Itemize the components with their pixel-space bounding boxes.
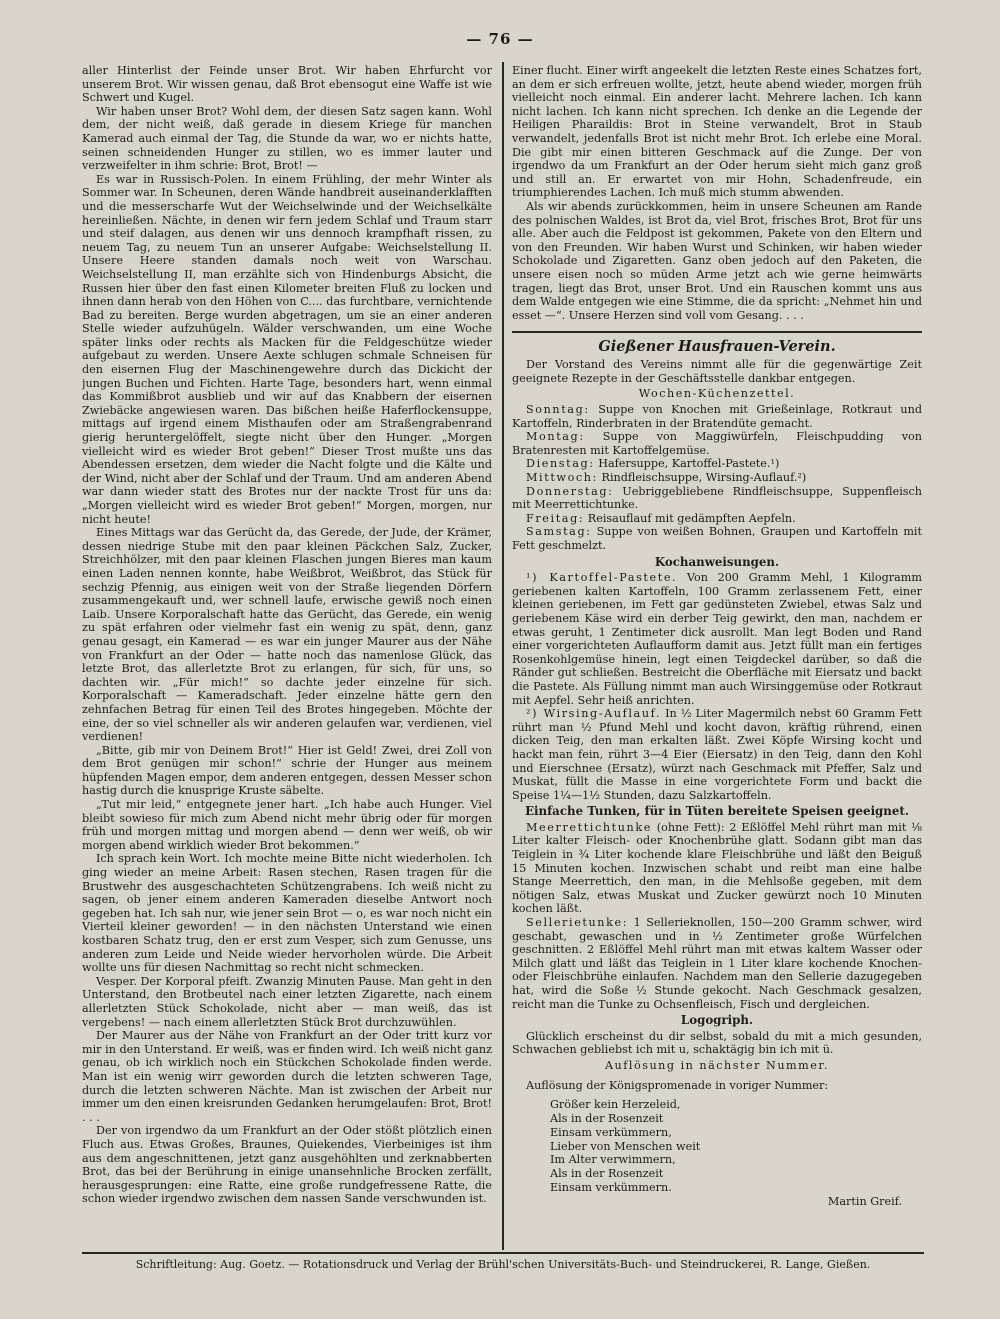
story-paragraph: Es war in Russisch-Polen. In einem Frühling, der mehr Winter als Sommer war. In Scheunen, deren Wände handbreit auseinanderklafften und die messerscharfe Wut der Weichselwinde und der Weichselkälte hereinließen. Nächte, in denen wir fern jedem Schlaf und Traum starr und steif dalagen, aus denen wir uns dennoch krampfhaft rissen, zu neuem Tag, zu neuem Tun an unserer Aufgabe: Weichselstellung II. Unsere Heere standen damals noch weit von Warschau. Weichselstellung II, man erzählte sich von Hindenburgs Absicht, die Russen hier über den fast einen Kilometer breiten Fluß zu locken und ihnen dann herab von den Höhen von C.... das furchtbare, vernichtende Bad zu bereiten. Berge wurden abgetragen, um sie an einer anderen Stelle wieder aufzuhügeln. Wälder verschwanden, um eine Woche später links oder rechts als Macken für die Feldgeschütze wieder aufgebaut zu werden. Unsere Aexte schlugen schmale Schneisen für den eisernen Flug der Maschinengewehre durch das Dickicht der jungen Buchen und Fichten. Harte Tage, besonders hart, wenn einmal das Kommißbrot ausblieb und wir auf das Knabbern der eisernen Zwiebäcke angewiesen waren. Das bißchen heiße Haferflockensuppe, mittags auf irgend einem Misthaufen oder am Straßengrabenrand gierig heruntergelöffelt, siegte nicht über den Hunger. „Morgen vielleicht wird es wieder Brot geben!“ Dieser Trost mußte uns das Abendessen ersetzen, dem wieder die Nacht folgte und die Kälte und der Wind, nicht aber der Schlaf und der Traum. Und am anderen Abend war dann wieder statt des Brotes nur der nackte Trost für uns da: „Morgen vielleicht wird es wieder Brot geben!“ Morgen, morgen, nur nicht heute!	[82, 172, 492, 526]
recipe-name: ¹) Kartoffel-Pastete.	[526, 571, 678, 585]
cooking-heading: Kochanweisungen.	[654, 554, 780, 569]
recipe	[512, 571, 922, 707]
poem-line: Einsam verkümmern,	[550, 1125, 672, 1139]
story-paragraph: Eines Mittags war das Gerücht da, das Gerede, der Jude, der Krämer, dessen niedrige Stube mit den paar kleinen Päckchen Salz, Zucker, Streichhölzer, mit den paar kleinen Flaschen jungen Bieres man kaum einen Laden nennen konnte, habe Weißbrot, Weißbrot, das Stück für sechzig Pfennig, aus einigen weit von der Straße liegenden Dörfern zusammengekauft und, wer schnell laufe, erwische gewiß noch einen Laib. Unsere Korporalschaft hatte das Gerücht, das Gerede, ein wenig zu spät erfahren oder vielmehr fast ein wenig zu spät, denn, ganz genau gesagt, ein Kamerad — es war ein junger Maurer aus der Nähe von Frankfurt an der Oder — hatte noch das namenlose Glück, das letzte Brot, das allerletzte Brot zu erlangen, für sich, für uns, so dachten wir. „Für mich!“ so dachte jeder einzelne für sich. Korporalschaft — Kameradschaft. Jeder einzelne hätte gern den zehnfachen Betrag für einen Teil des Brotes hingegeben. Möchte der eine, der so viel schneller als wir anderen gelaufen war, verdienen, viel verdienen!	[82, 526, 492, 744]
menu-day	[512, 403, 922, 430]
page-number: — 76 —	[466, 30, 534, 48]
poem-line: Als in der Rosenzeit	[550, 1167, 664, 1181]
day-name: Samstag:	[526, 525, 592, 539]
menu-day	[512, 471, 922, 485]
recipe	[512, 707, 922, 802]
section-intro: Der Vorstand des Vereins nimmt alle für die gegenwärtige Zeit geeignete Rezepte in der Geschäftsstelle dankbar entgegen.	[512, 358, 922, 385]
story-paragraph: Als wir abends zurückkommen, heim in unsere Scheunen am Rande des polnischen Waldes, ist Brot da, viel Brot, frisches Brot, Brot für uns alle. Aber auch die Feldpost ist gekommen, Pakete von den Eltern und von den Freunden. Wir haben Wurst und Schinken, wir haben wieder Schokolade und Zigaretten. Ganz oben jedoch auf den Paketen, die unsere eisen noch so müden Arme jetzt ach wie gerne heimwärts tragen, liegt das Brot, unser Brot. Und ein Rauschen kommt uns aus dem Walde entgegen wie eine Stimme, die da spricht: „Nehmet hin und esset —“. Unsere Herzen sind voll vom Gesang. . . .	[512, 199, 922, 322]
sauce-text: 1 Sellerieknollen, 150—200 Gramm schwer, wird geschabt, gewaschen und in ½ Zentimeter große Würfelchen geschnitten. 2 Eßlöffel Mehl rührt man mit etwas kaltem Wasser oder Milch glatt und läßt das Teiglein in 1 Liter klare kochende Knochen- oder Fleischbrühe einlaufen. Nachdem man den Sellerie dazugegeben hat, wird die Soße ½ Stunde gekocht. Nach Geschmack gesalzen, reicht man die Tunke zu Ochsenfleisch, Fisch und dergleichen.	[512, 916, 922, 1011]
story-paragraph: Ich sprach kein Wort. Ich mochte meine Bitte nicht wiederholen. Ich ging wieder an meine Arbeit: Rasen stechen, Rasen tragen für die Brustwehr des ausgeschachteten Schützengrabens. Ich weiß nicht zu sagen, ob jener einem anderen Kameraden dieselbe Antwort noch gegeben hat. Ich sah nur, wie jener sein Brot — o, es war noch nicht ein Vierteil kleiner geworden! — in den nächsten Unterstand wie einen kostbaren Schatz trug, den er erst zum Vesper, sich zum Genusse, uns anderen zum Leide und Neide wieder hervorholen würde. Die Arbeit wollte uns für diesen Nachmittag so recht nicht schmecken.	[82, 852, 492, 975]
day-name: Freitag:	[526, 511, 585, 525]
poem-line: Als in der Rosenzeit	[550, 1111, 664, 1125]
day-name: Mittwoch:	[526, 471, 598, 485]
day-menu: Suppe von Maggiwürfeln, Fleischpudding von Bratenresten mit Kartoffelgemüse.	[512, 430, 922, 457]
story-paragraph: Der von irgendwo da um Frankfurt an der Oder stößt plötzlich einen Fluch aus. Etwas Großes, Braunes, Quiekendes, Vierbeiniges ist ihm aus dem angeschnittenen, jetzt ganz ausgehöhlten und zerknabberten Brot, das bei der Berührung in einige unansehnliche Brocken zerfällt, herausgesprungen: eine Ratte, eine große rundgefressene Ratte, die schon wieder irgendwo zwischen dem nassen Sande verschwunden ist.	[82, 1124, 492, 1206]
logogriph-riddle: Glücklich erscheinst du dir selbst, sobald du mit a mich gesunden, Schwachen gebliebst ich mit u, schaktägig bin ich mit ü.	[512, 1029, 922, 1057]
poem-line: Lieber von Menschen weit	[550, 1139, 701, 1153]
day-name: Montag:	[526, 430, 585, 444]
story-paragraph: Der Maurer aus der Nähe von Frankfurt an der Oder tritt kurz vor mir in den Unterstand. Er weiß, was er finden wird. Ich weiß nicht ganz genau, ob ich wirklich noch ein Stückchen Schokolade finden werde. Man ist ein wenig wirr geworden durch die letzten schweren Tage, durch die letzten schweren Nächte. Man ist zwischen der Arbeit nur immer um den einen kreisrunden Gedanken herumgelaufen: Brot, Brot! . . .	[82, 1029, 492, 1124]
day-menu: Reisauflauf mit gedämpften Aepfeln.	[587, 511, 796, 525]
sauce-recipe	[512, 916, 922, 1011]
day-menu: Hafersuppe, Kartoffel-Pastete.¹)	[598, 457, 780, 471]
sauce-name: Sellerietunke:	[526, 916, 629, 930]
poem	[550, 1098, 922, 1195]
solution-heading: Auflösung der Königspromenade in voriger Nummer:	[526, 1078, 829, 1092]
day-name: Dienstag:	[526, 457, 595, 471]
menu-day	[512, 525, 922, 552]
story-paragraph: Wir haben unser Brot? Wohl dem, der diesen Satz sagen kann. Wohl dem, der nicht weiß, daß gerade in diesem Kriege für manchen Kamerad auch einmal der Tag, die Stunde da war, wo er nichts hatte, seinen schneidenden Hunger zu stillen, wo es immer lauter und verzweifelter in ihm schrie: Brot, Brot! —	[82, 104, 492, 173]
sauces-heading: Einfache Tunken, für in Tüten bereitete Speisen geeignet.	[525, 804, 909, 819]
recipe-name: ²) Wirsing-Auflauf.	[526, 707, 662, 721]
day-menu: Uebriggebliebene Rindfleischsuppe, Suppenfleisch mit Meerrettichtunke.	[512, 484, 922, 512]
recipe-text: Von 200 Gramm Mehl, 1 Kilogramm geriebenen kalten Kartoffeln, 100 Gramm zerlassenem Fett, einer kleinen geriebenen, im Fett gar gedünsteten Zwiebel, etwas Salz und geriebenem Käse wird ein derber Teig gewirkt, den man, nachdem er etwas geruht, 1 Zentimeter dick ausrollt. Man legt Boden und Rand einer vorgerichteten Auflaufform damit aus. Jetzt füllt man ein fertiges Rosenkohlgemüse hinein, legt einen Teigdeckel darüber, so daß die Ränder gut schließen. Bestreicht die Oberfläche mit Eiersatz und backt die Pastete. Als Füllung nimmt man auch Wirsinggemüse oder Rotkraut mit Aepfel. Sehr heiß anrichten.	[512, 571, 922, 707]
story-paragraph: aller Hinterlist der Feinde unser Brot. Wir haben Ehrfurcht vor unserem Brot. Wir wissen genau, daß Brot ebensogut eine Waffe ist wie Schwert und Kugel.	[82, 64, 492, 105]
column-divider	[502, 62, 504, 1250]
poem-line: Im Alter verwimmern,	[550, 1153, 676, 1167]
day-name: Sonntag:	[526, 403, 590, 417]
imprint-footer: Schriftleitung: Aug. Goetz. — Rotationsdruck und Verlag der Brühl'schen Universitäts-Buch- und Steindruckerei, R. Lange, Gießen.	[82, 1252, 924, 1272]
day-menu: Suppe von Knochen mit Grießeinlage, Rotkraut und Kartoffeln, Rinderbraten in der Bratendüte gemacht.	[512, 403, 922, 430]
recipe-text: In ½ Liter Magermilch nebst 60 Gramm Fett rührt man ½ Pfund Mehl und kocht davon, kräftig rührend, einen dicken Teig, den man erkalten läßt. Zwei Köpfe Wirsing kocht und hackt man fein, rührt 3—4 Eier (Eiersatz) in den Teig, dann den Kohl und Eierschnee (Ersatz), würzt nach Geschmack mit Pfeffer, Salz und Muskat, füllt die Masse in eine vorgerichtete Form und backt die Speise 1¼—1½ Stunden, dazu Salzkartoffeln.	[512, 707, 922, 802]
poem-author: Martin Greif.	[827, 1194, 902, 1208]
poem-line: Einsam verkümmern.	[550, 1180, 672, 1194]
story-paragraph: Vesper. Der Korporal pfeift. Zwanzig Minuten Pause. Man geht in den Unterstand, den Brotbeutel nach einer letzten Zigarette, nach einem allerletzten Stück Schokolade, nicht aber — man weiß, das ist vergebens! — nach einem allerletzten Stück Brot durchzuwühlen.	[82, 974, 492, 1029]
logogriph-heading: Logogriph.	[680, 1013, 754, 1028]
story-paragraph: Einer flucht. Einer wirft angeekelt die letzten Reste eines Schatzes fort, an dem er sich erfreuen wollte, jetzt, heute abend wieder, morgen früh vielleicht noch einmal. Ein anderer lacht. Mehrere lachen. Ich kann nicht lachen. Ich kann nicht sprechen. Ich denke an die Legende der Heiligen Pharaildis: Brot in Steine verwandelt, Brot in Staub verwandelt, jedenfalls Brot ist nicht mehr Brot. Ich erlebe eine Moral. Die gibt mir einen bitteren Geschmack auf die Zunge. Der von irgendwo da um Frankfurt an der Oder herum sieht mich ganz groß und still an. Er erwartet von mir Hohn, Schadenfreude, ein triumphierendes Lachen. Ich muß mich stumm abwenden.	[512, 64, 922, 200]
sauce-name: Meerrettichtunke	[526, 820, 652, 834]
resolution-note: Auflösung in nächster Nummer.	[604, 1058, 830, 1072]
day-menu: Suppe von weißen Bohnen, Graupen und Kartoffeln mit Fett geschmelzt.	[512, 525, 922, 552]
day-name: Donnerstag:	[526, 484, 614, 498]
story-paragraph: „Bitte, gib mir von Deinem Brot!“ Hier ist Geld! Zwei, drei Zoll von dem Brot genügen mir schon!“ schrie der Hunger aus meinem hüpfenden Magen empor, dem anderen entgegen, dessen Messer schon hastig durch die knusprige Kruste säbelte.	[82, 743, 492, 798]
day-menu: Rindfleischsuppe, Wirsing-Auflauf.²)	[601, 471, 807, 485]
right-column	[512, 64, 922, 1249]
menu-heading: Wochen-Küchenzettel.	[638, 387, 796, 401]
story-paragraph: „Tut mir leid,“ entgegnete jener hart. „Ich habe auch Hunger. Viel bleibt sowieso für mich zum Abend nicht mehr übrig oder für morgen früh und morgen mittag und morgen abend — denn wer weiß, ob wir morgen abend wirklich wieder Brot bekommen.“	[82, 798, 492, 852]
left-column	[82, 64, 492, 1249]
menu-day	[512, 457, 922, 471]
sauce-text: (ohne Fett): 2 Eßlöffel Mehl rührt man mit ⅛ Liter kalter Fleisch- oder Knochenbrühe glatt. Sodann gibt man das Teiglein in ¾ Liter kochende klare Fleischbrühe und läßt den Beiguß 15 Minuten kochen. Inzwischen schabt und reibt man eine halbe Stange Meerrettich, den man, in die Mehlsoße gegeben, mit dem nötigen Salz, etwas Muskat und Zucker gewürzt noch 10 Minuten kochen läßt.	[512, 820, 922, 916]
sauce-recipe	[512, 821, 922, 916]
poem-line: Größer kein Herzeleid,	[550, 1098, 681, 1112]
menu-day	[512, 485, 922, 512]
section-title-hausfrauen: Gießener Hausfrauen-Verein.	[512, 331, 922, 355]
menu-day	[512, 512, 922, 526]
menu-day	[512, 430, 922, 457]
